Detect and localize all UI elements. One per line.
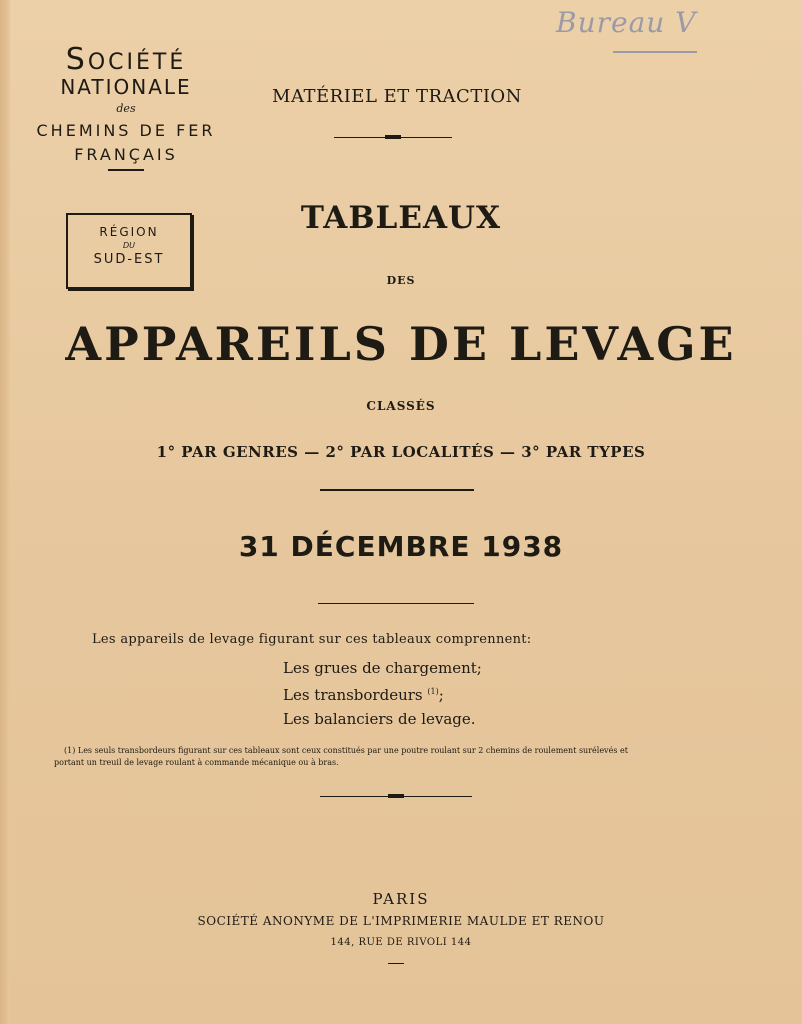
type-item-2 [283,680,482,707]
rule-ornament [385,135,401,139]
region-du: DU [122,241,135,250]
issuer-initial: S [65,42,88,77]
type-item-2-text: Les transbordeurs [283,686,423,704]
issuer-line-1 [14,42,238,77]
title-classification: 1° PAR GENRES — 2° PAR LOCALITÉS — 3° PAR TYPES [156,443,646,461]
title-main: APPAREILS DE LEVAGE [65,317,737,371]
title-classes: CLASSÉS [366,399,436,413]
handwritten-note: Bureau V [556,6,697,39]
intro-text: Les appareils de levage figurant sur ces tableaux comprennent: [92,632,532,647]
region-label: RÉGION [99,225,159,239]
issuer-line-3: des [116,102,136,115]
imprint-printer: SOCIÉTÉ ANONYME DE L'IMPRIMERIE MAULDE ET RENOU [197,914,605,928]
issuer-line-4: CHEMINS DE FER [36,121,216,140]
imprint-dash [388,963,404,964]
title-tableaux: TABLEAUX [300,200,502,236]
footnote-line-2: portant un treuil de levage roulant à commande mécanique ou à bras. [54,758,339,767]
types-list [283,656,482,731]
title-divider [320,489,474,491]
imprint-city: PARIS [372,890,430,908]
title-des: DES [386,274,416,287]
footnote-line-1: (1) Les seuls transbordeurs figurant sur ces tableaux sont ceux constitués par une poutre roulant sur 2 chemins de roulement surélevés et [64,746,628,755]
department-rule [334,137,452,138]
issuer-line-5: FRANÇAIS [74,145,178,164]
region-name: SUD-EST [93,252,165,267]
footnote-ref: (1) [427,687,439,696]
pencil-underline [613,51,697,53]
issuer-rule [108,169,144,171]
imprint-address: 144, RUE DE RIVOLI 144 [330,937,472,948]
page-edge [0,0,10,1024]
document-date: 31 DÉCEMBRE 1938 [238,530,564,563]
footnote [54,745,754,769]
type-item-2-end: ; [438,686,444,704]
date-divider [318,603,474,604]
department-heading: MATÉRIEL ET TRACTION [272,86,522,107]
issuer-block [14,42,238,171]
issuer-line-2: NATIONALE [60,75,192,99]
footnote-rule [320,796,472,797]
type-item-3: Les balanciers de levage. [283,710,476,728]
type-item-1: Les grues de chargement; [283,659,482,677]
issuer-word: OCIÉTÉ [87,50,187,75]
rule-ornament [388,794,404,798]
